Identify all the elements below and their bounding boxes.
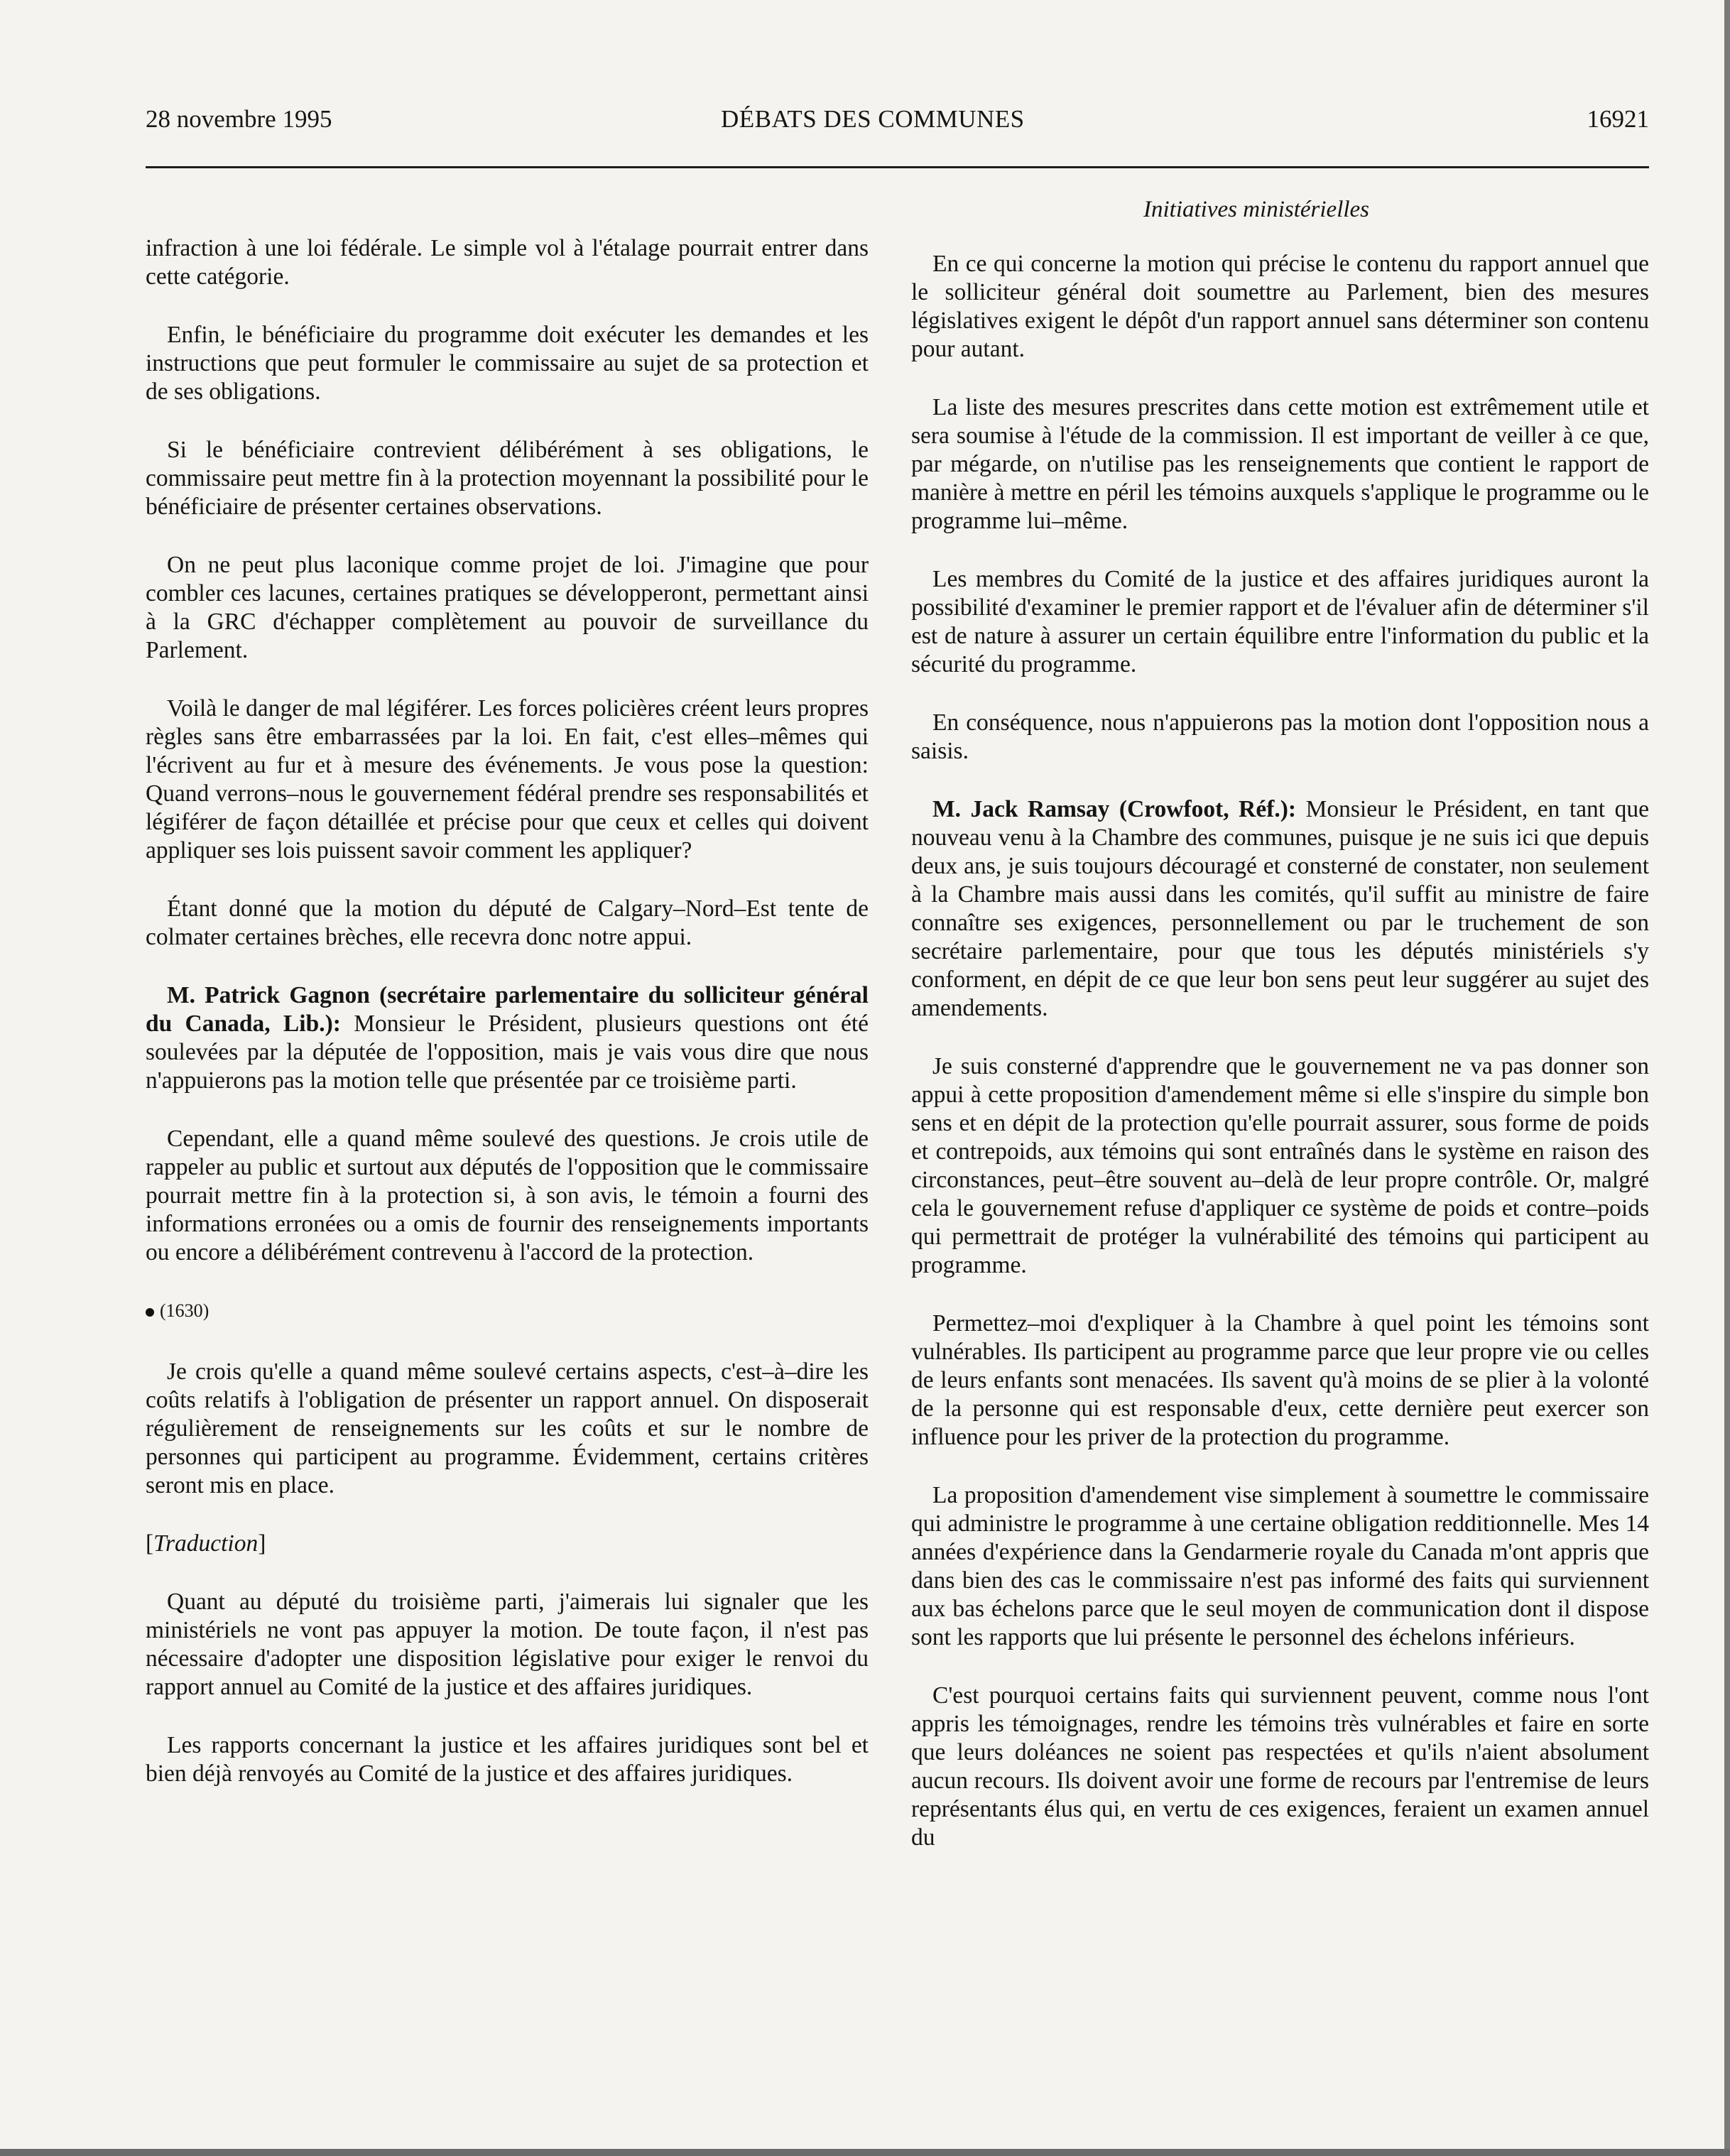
scan-edge-bottom <box>0 2149 1730 2156</box>
paragraph: Si le bénéficiaire contrevient délibérément à ses obligations, le commissaire peut mettre fin à la protection moyennant la possibilité pour le bénéficiaire de présenter certaines observations. <box>146 437 869 520</box>
time-marker-text: (1630) <box>160 1300 210 1321</box>
time-marker <box>146 1297 869 1325</box>
speech-paragraph <box>146 981 869 1095</box>
paragraph: Enfin, le bénéficiaire du programme doit exécuter les demandes et les instructions que peut formuler le commissaire au sujet de sa protection et de ses obligations. <box>146 322 869 405</box>
right-column <box>911 250 1649 1882</box>
paragraph: Quant au député du troisième parti, j'aimerais lui signaler que les ministériels ne vont pas appuyer la motion. De toute façon, il n'est pas nécessaire d'adopter une disposition législative pour exiger le renvoi du rapport annuel au Comité de la justice et des affaires juridiques. <box>146 1589 869 1700</box>
section-rubric: Initiatives ministérielles <box>1143 197 1370 222</box>
paragraph: Cependant, elle a quand même soulevé des questions. Je crois utile de rappeler au public et surtout aux députés de l'opposition que le commissaire pourrait mettre fin à la protection si, à son avis, le témoin a fourni des informations erronées ou a omis de fournir des renseignements importants ou encore a délibérément contrevenu à l'accord de la protection. <box>146 1126 869 1265</box>
header-rule <box>146 166 1649 168</box>
header-page-number: 16921 <box>1587 105 1649 133</box>
speaker-name: M. Patrick Gagnon (secrétaire parlementaire du solliciteur général du Canada, Lib.): <box>146 982 869 1037</box>
bullet-icon <box>146 1308 154 1317</box>
paragraph: Étant donné que la motion du député de Calgary–Nord–Est tente de colmater certaines brèches, elle recevra donc notre appui. <box>146 895 869 950</box>
header-date: 28 novembre 1995 <box>146 105 332 133</box>
translation-tag: [Traduction] <box>146 1530 266 1557</box>
paragraph: Je suis consterné d'apprendre que le gouvernement ne va pas donner son appui à cette proposition d'amendement même si elle s'inspire du simple bon sens et en dépit de la protection qu'elle pourrait assurer, sous forme de poids et contrepoids, aux témoins qui sont entraînés dans le système en raison des circonstances, peut–être souvent au–delà de leur propre contrôle. Or, malgré cela le gouvernement refuse d'appliquer ce système de poids et contre–poids qui permettrait de protéger la vulnérabilité des témoins qui participent au programme. <box>911 1053 1649 1278</box>
paragraph: La proposition d'amendement vise simplement à soumettre le commissaire qui administre le programme à une certaine obligation redditionnelle. Mes 14 années d'expérience dans la Gendarmerie royale du Canada m'ont appris que dans bien des cas le commissaire n'est pas informé des faits qui surviennent aux bas échelons parce que le seul moyen de communication dont il dispose sont les rapports que lui présente le personnel des échelons inférieurs. <box>911 1482 1649 1650</box>
paragraph: En conséquence, nous n'appuierons pas la motion dont l'opposition nous a saisis. <box>911 709 1649 764</box>
paragraph: On ne peut plus laconique comme projet de loi. J'imagine que pour combler ces lacunes, certaines pratiques se développeront, permettant ainsi à la GRC d'échapper complètement au pouvoir de surveillance du Parlement. <box>146 552 869 663</box>
paragraph: La liste des mesures prescrites dans cette motion est extrêmement utile et sera soumise à l'étude de la commission. Il est important de veiller à ce que, par mégarde, on n'utilise pas les renseignements que contient le rapport de manière à mettre en péril les témoins auxquels s'applique le programme ou le programme lui–même. <box>911 394 1649 534</box>
paragraph: C'est pourquoi certains faits qui surviennent peuvent, comme nous l'ont appris les témoignages, rendre les témoins très vulnérables et faire en sorte que leurs doléances ne soient pas respectées et qu'ils n'aient absolument aucun recours. Ils doivent avoir une forme de recours par l'entremise de leurs représentants élus qui, en vertu de ces exigences, feraient un examen annuel du <box>911 1682 1649 1851</box>
paragraph: Permettez–moi d'expliquer à la Chambre à quel point les témoins sont vulnérables. Ils participent au programme parce que leur propre vie ou celles de leurs enfants sont menacées. Ils savent qu'à moins de se plier à la volonté de la personne qui est responsable d'eux, cette dernière peut exercer son influence pour les priver de la protection du programme. <box>911 1310 1649 1450</box>
paragraph: Les rapports concernant la justice et les affaires juridiques sont bel et bien déjà renvoyés au Comité de la justice et des affaires juridiques. <box>146 1732 869 1787</box>
speaker-name: M. Jack Ramsay (Crowfoot, Réf.): <box>932 796 1297 822</box>
left-column <box>146 234 869 1818</box>
paragraph: En ce qui concerne la motion qui précise le contenu du rapport annuel que le solliciteur général doit soumettre au Parlement, bien des mesures législatives exigent le dépôt d'un rapport annuel sans déterminer son contenu pour autant. <box>911 251 1649 362</box>
paragraph: infraction à une loi fédérale. Le simple vol à l'étalage pourrait entrer dans cette catégorie. <box>146 235 869 290</box>
paragraph: Je crois qu'elle a quand même soulevé certains aspects, c'est–à–dire les coûts relatifs à l'obligation de présenter un rapport annuel. On disposerait régulièrement de renseignements sur les coûts et sur le nombre de personnes qui participent au programme. Évidemment, certains critères seront mis en place. <box>146 1359 869 1498</box>
paragraph: Voilà le danger de mal légiférer. Les forces policières créent leurs propres règles sans être embarrassées par la loi. En fait, c'est elles–mêmes qui l'écrivent au fur et à mesure des événements. Je vous pose la question: Quand verrons–nous le gouvernement fédéral prendre ses responsabilités et légiférer de façon détaillée et précise pour que ceux et celles qui doivent appliquer ses lois puissent savoir comment les appliquer? <box>146 695 869 864</box>
scan-edge-right <box>1724 0 1730 2156</box>
paragraph: Les membres du Comité de la justice et des affaires juridiques auront la possibilité d'examiner le premier rapport et de l'évaluer afin de déterminer s'il est de nature à assurer un certain équilibre entre l'information du public et la sécurité du programme. <box>911 566 1649 677</box>
header-title: DÉBATS DES COMMUNES <box>721 105 1025 133</box>
speech-text: Monsieur le Président, en tant que nouveau venu à la Chambre des communes, puisque je ne suis ici que depuis deux ans, je suis toujours découragé et consterné de constater, non seulement à la Chambre mais aussi dans les comités, qu'il suffit au ministre de faire connaître ses exigences, personnellement ou par le truchement de son secrétaire parlementaire, pour que tous les députés ministériels s'y conforment, en dépit de ce que leur bon sens peut leur suggérer au sujet des amendements. <box>911 796 1649 1021</box>
translation-tag-text: Traduction <box>153 1530 259 1557</box>
speech-text: Monsieur le Président, plusieurs questions ont été soulevées par la députée de l'opposition, mais je vais vous dire que nous n'appuierons pas la motion telle que présentée par ce troisième parti. <box>146 1011 869 1094</box>
speech-paragraph <box>911 795 1649 1023</box>
